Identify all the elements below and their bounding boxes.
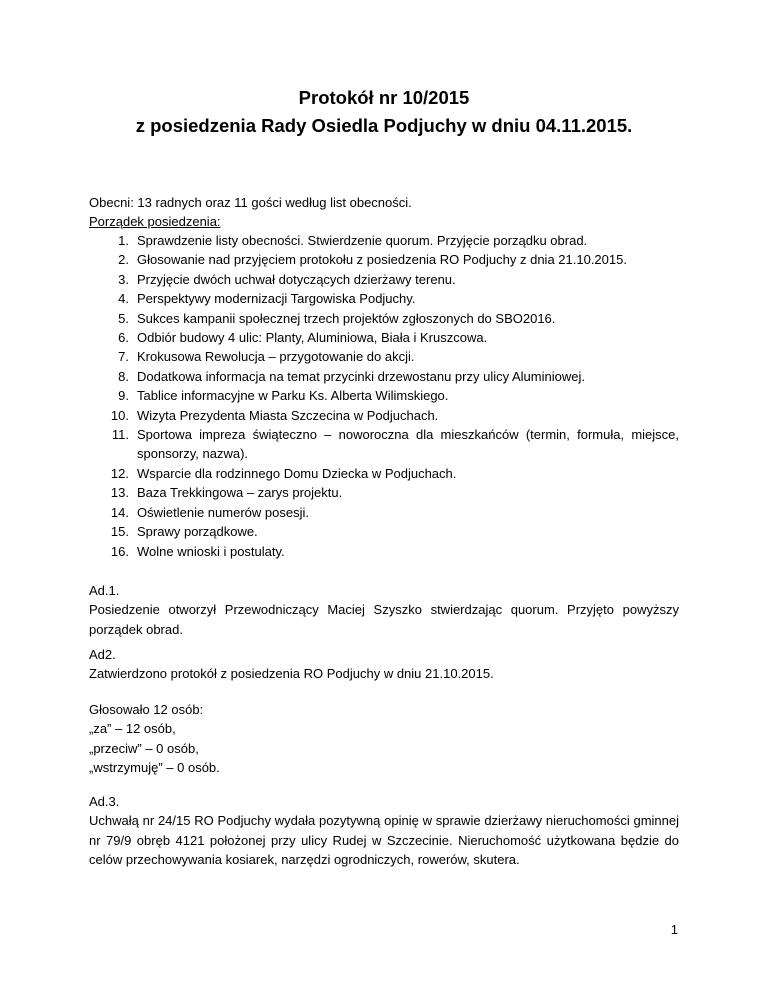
agenda-item [89,328,679,347]
agenda-item-number: 1. [118,233,129,248]
agenda-item-text: Wizyta Prezydenta Miasta Szczecina w Podjuchach. [137,407,439,423]
agenda-item-number: 15. [110,524,129,540]
agenda-item-text: Perspektywy modernizacji Targowiska Podjuchy. [137,291,416,307]
agenda-item-text: Sportowa impreza świąteczno – noworoczna dla mieszkańców (termin, formuła, miejsce, sponsorzy, nazwa). [137,427,679,462]
document-subtitle: z posiedzenia Rady Osiedla Podjuchy w dniu 04.11.2015. [135,115,633,136]
agenda-item-text: Wsparcie dla rodzinnego Domu Dziecka w Podjuchach. [137,465,457,481]
agenda-item-number: 10. [110,407,129,423]
agenda-item [89,464,679,483]
agenda-item-text: Sprawdzenie listy obecności. Stwierdzenie quorum. Przyjęcie porządku obrad. [137,233,588,248]
agenda-item-text: Krokusowa Rewolucja – przygotowanie do akcji. [137,349,415,365]
agenda-item-number: 3. [118,271,129,287]
agenda-item-number: 7. [118,349,129,365]
agenda-item-text: Przyjęcie dwóch uchwał dotyczących dzierżawy terenu. [137,271,456,287]
agenda-item-text: Wolne wnioski i postulaty. [137,543,285,559]
agenda-item-text: Tablice informacyjne w Parku Ks. Alberta Wilimskiego. [137,388,449,404]
ad3-text: Uchwałą nr 24/15 RO Podjuchy wydała pozytywną opinię w sprawie dzierżawy nieruchomości gminnej nr 79/9 obręb 4121 położonej przy ulicy Rudej w Szczecinie. Nieruchomość użytkowana będzie do celów przechowywania kosiarek, narzędzi ogrodniczych, rowerów, skutera. [89,813,679,868]
agenda-item [89,406,679,425]
agenda-item [89,231,679,250]
agenda-item-text: Odbiór budowy 4 ulic: Planty, Aluminiowa, Biała i Kruszcowa. [137,330,488,346]
ad1-heading: Ad.1. [89,583,120,598]
agenda-item [89,347,679,366]
agenda-item-number: 14. [110,504,129,520]
agenda-item-number: 5. [118,310,129,326]
agenda-item [89,289,679,308]
document-title: Protokół nr 10/2015 [298,87,470,108]
agenda-item-number: 9. [118,388,129,404]
agenda-item [89,425,679,464]
agenda-item-number: 6. [118,330,129,346]
agenda-item-number: 4. [118,291,129,307]
agenda-item-text: Głosowanie nad przyjęciem protokołu z posiedzenia RO Podjuchy z dnia 21.10.2015. [137,252,627,268]
agenda-item-number: 16. [110,543,129,559]
agenda-item-number: 11. [111,427,129,443]
ad2-heading: Ad2. [89,647,116,662]
vote-abstain: „wstrzymuję” – 0 osób. [89,760,220,776]
agenda-item [89,250,679,269]
agenda-item-number: 2. [118,252,129,268]
agenda-item-text: Dodatkowa informacja na temat przycinki drzewostanu przy ulicy Aluminiowej. [137,368,585,384]
ad3-section [89,792,679,870]
ad2-section [89,645,679,684]
agenda-item-text: Sprawy porządkowe. [137,524,258,540]
vote-for: „za” – 12 osób, [89,721,176,737]
ad2-text: Zatwierdzono protokół z posiedzenia RO Podjuchy w dniu 21.10.2015. [89,666,494,682]
agenda-item-text: Sukces kampanii społecznej trzech projektów zgłoszonych do SBO2016. [137,310,556,326]
vote-against: „przeciw” – 0 osób, [89,740,199,756]
agenda-list [89,231,679,561]
agenda-item-number: 13. [110,485,129,501]
agenda-item [89,309,679,328]
page-number: 1 [670,922,678,937]
agenda-item [89,522,679,541]
agenda-item [89,386,679,405]
agenda-item-number: 12. [110,465,129,481]
vote-heading: Głosowało 12 osób: [89,702,204,717]
ad1-section [89,581,679,639]
agenda-item-number: 8. [118,368,129,384]
ad1-text: Posiedzenie otworzył Przewodniczący Maciej Szyszko stwierdzając quorum. Przyjęto powyższy porządek obrad. [89,602,679,637]
agenda-item [89,503,679,522]
agenda-item [89,483,679,502]
agenda-item [89,542,679,561]
vote-section [89,700,679,778]
agenda-item-text: Baza Trekkingowa – zarys projektu. [137,485,343,501]
attendance-text: Obecni: 13 radnych oraz 11 gości według list obecności. [89,195,412,210]
ad3-heading: Ad.3. [89,794,120,809]
agenda-item-text: Oświetlenie numerów posesji. [137,504,309,520]
agenda-item [89,270,679,289]
agenda-item [89,367,679,386]
agenda-heading: Porządek posiedzenia: [89,214,221,229]
